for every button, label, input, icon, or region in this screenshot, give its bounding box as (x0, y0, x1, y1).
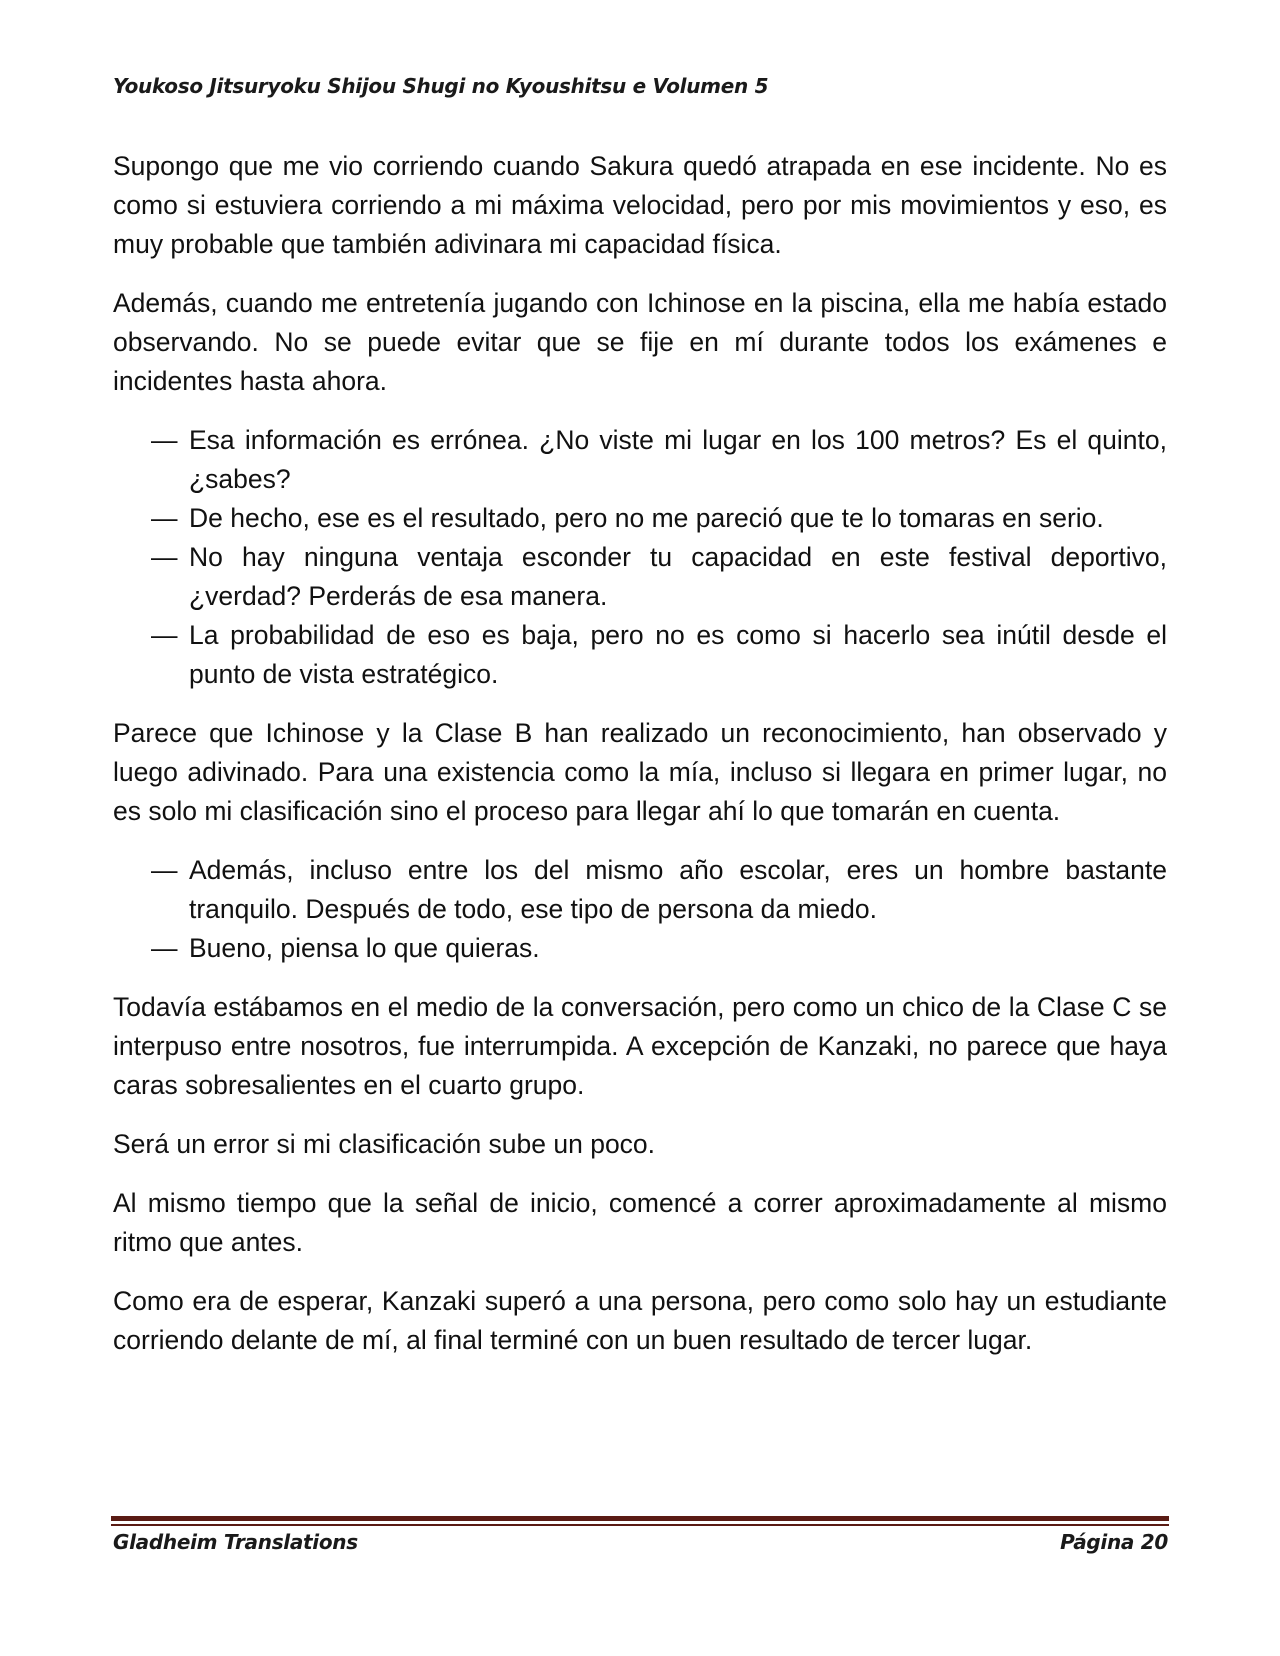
dialogue-line (151, 421, 1167, 499)
dialogue-line (151, 851, 1167, 929)
paragraph: Al mismo tiempo que la señal de inicio, comencé a correr aproximadamente al mismo ritmo que antes. (113, 1188, 1167, 1257)
dialogue-text: No hay ninguna ventaja esconder tu capacidad en este festival deportivo, ¿verdad? Perderás de esa manera. (189, 542, 1167, 611)
paragraph: Será un error si mi clasificación sube un poco. (113, 1129, 656, 1159)
dialogue-dash: — (151, 855, 178, 885)
dialogue-block (151, 421, 1167, 694)
dialogue-dash: — (151, 620, 178, 650)
dialogue-text: Bueno, piensa lo que quieras. (189, 933, 540, 963)
paragraph: Supongo que me vio corriendo cuando Sakura quedó atrapada en ese incidente. No es como si estuviera corriendo a mi máxima velocidad, pero por mis movimientos y eso, es muy probable que también adivinara mi capacidad física. (113, 151, 1167, 259)
footer-rule (111, 1516, 1169, 1521)
footer-rule-thin (111, 1524, 1169, 1526)
dialogue-line (151, 499, 1167, 538)
dialogue-dash: — (151, 503, 178, 533)
paragraph: Parece que Ichinose y la Clase B han realizado un reconocimiento, han observado y luego adivinado. Para una existencia como la mía, incluso si llegara en primer lugar, no es solo mi clasificación sino el proceso para llegar ahí lo que tomarán en cuenta. (113, 718, 1167, 826)
dialogue-block (151, 851, 1167, 968)
dialogue-text: Además, incluso entre los del mismo año escolar, eres un hombre bastante tranquilo. Después de todo, ese tipo de persona da miedo. (189, 855, 1167, 924)
dialogue-dash: — (151, 425, 178, 455)
dialogue-line (151, 616, 1167, 694)
dialogue-line (151, 538, 1167, 616)
page-number: Página 20 (1060, 1530, 1168, 1554)
dialogue-text: De hecho, ese es el resultado, pero no me pareció que te lo tomaras en serio. (189, 503, 1104, 533)
paragraph: Como era de esperar, Kanzaki superó a una persona, pero como solo hay un estudiante corriendo delante de mí, al final terminé con un buen resultado de tercer lugar. (113, 1286, 1167, 1355)
dialogue-dash: — (151, 933, 178, 963)
footer-credit: Gladheim Translations (113, 1530, 358, 1554)
dialogue-dash: — (151, 542, 178, 572)
running-header: Youkoso Jitsuryoku Shijou Shugi no Kyoushitsu e Volumen 5 (113, 74, 769, 98)
dialogue-text: La probabilidad de eso es baja, pero no es como si hacerlo sea inútil desde el punto de vista estratégico. (189, 620, 1167, 689)
dialogue-line (151, 929, 1167, 968)
dialogue-text: Esa información es errónea. ¿No viste mi lugar en los 100 metros? Es el quinto, ¿sabes? (189, 425, 1167, 494)
paragraph: Todavía estábamos en el medio de la conversación, pero como un chico de la Clase C se interpuso entre nosotros, fue interrumpida. A excepción de Kanzaki, no parece que haya caras sobresalientes en el cuarto grupo. (113, 992, 1167, 1100)
paragraph: Además, cuando me entretenía jugando con Ichinose en la piscina, ella me había estado observando. No se puede evitar que se fije en mí durante todos los exámenes e incidentes hasta ahora. (113, 288, 1167, 396)
page-body (113, 147, 1167, 1380)
